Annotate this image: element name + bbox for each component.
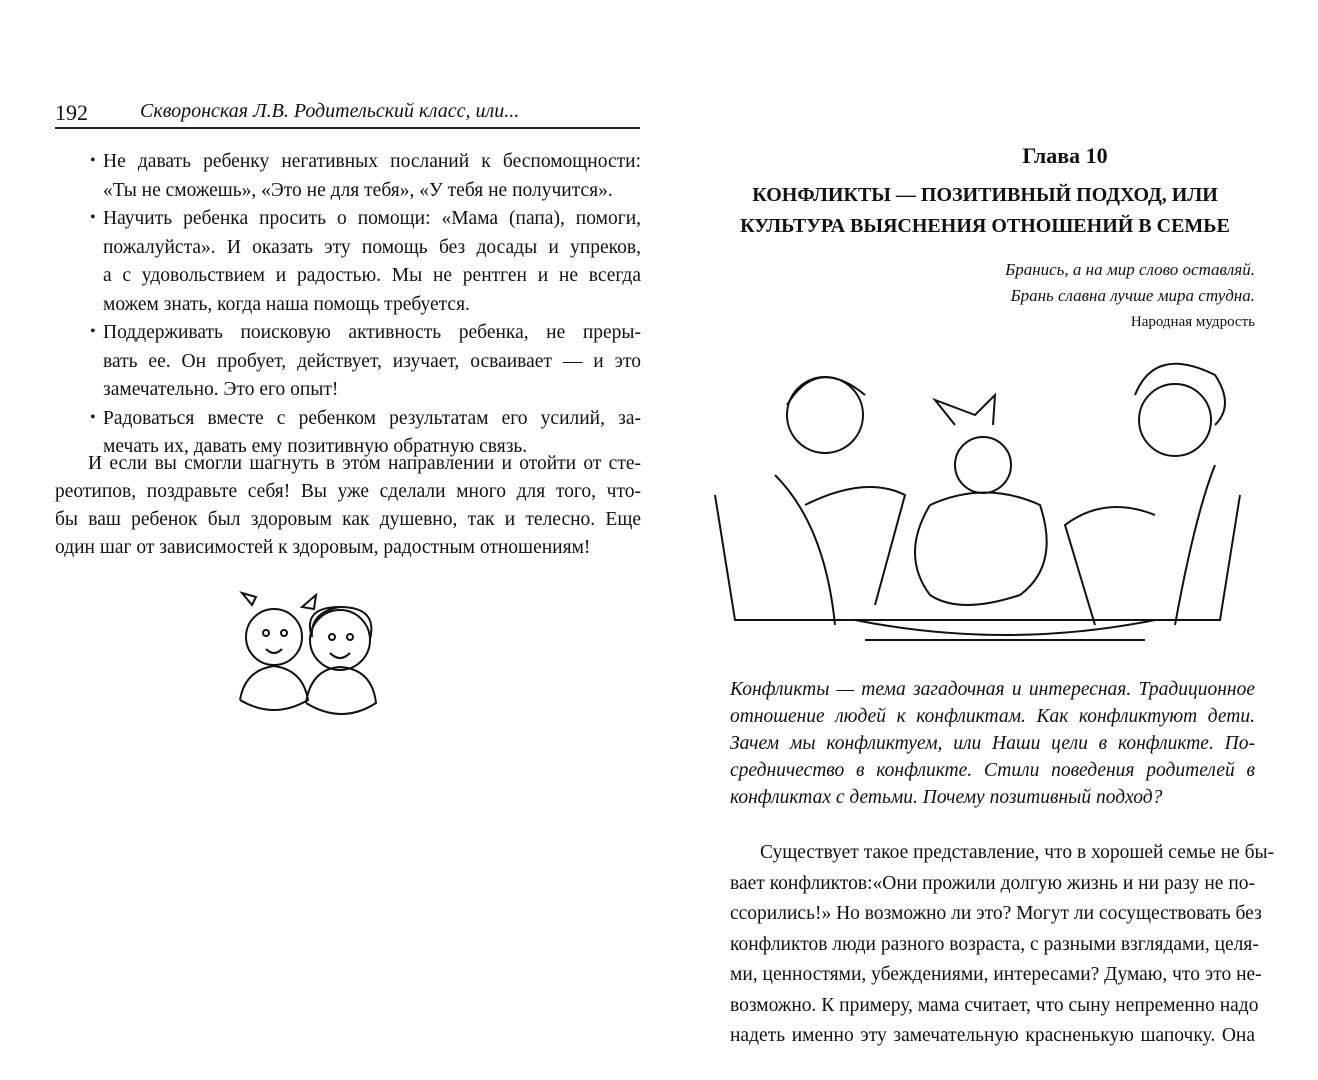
bullet-line: вать ее. Он пробует, действует, изучает, осваивает — и это xyxy=(103,350,641,372)
summary-line: отношение людей к конфликтам. Как конфликтуют дети. xyxy=(730,706,1255,727)
body-line: надеть именно эту замечательную красненькую шапочку. Она xyxy=(730,1025,1255,1046)
family-conflict-illustration xyxy=(705,355,1260,655)
body-line: ссорились!» Но возможно ли это? Могут ли сосуществовать без xyxy=(730,903,1262,924)
epigraph-line: Бранись, а на мир слово оставляй. xyxy=(1005,260,1255,279)
summary-line: Зачем мы конфликтуем, или Наши цели в конфликте. По- xyxy=(730,733,1255,754)
body-line: ми, ценностями, убеждениями, интересами? Думаю, что это не- xyxy=(730,964,1262,985)
bullet-icon: • xyxy=(90,408,96,426)
bullet-icon: • xyxy=(90,209,96,226)
header-rule xyxy=(55,127,640,129)
running-header: Скворонская Л.В. Родительский класс, или... xyxy=(140,100,520,122)
bullet-line: Научить ребенка просить о помощи: «Мама (папа), помоги, xyxy=(103,208,641,229)
bullet-line: мечать их, давать ему позитивную обратную связь. xyxy=(103,436,528,457)
bullet-line: можем знать, когда наша помощь требуется. xyxy=(103,293,470,315)
summary-line: Конфликты — тема загадочная и интересная. Традиционное xyxy=(730,679,1255,700)
paragraph-line: бы ваш ребенок был здоровым как душевно, так и телесно. Еще xyxy=(55,509,641,530)
bullet-icon: • xyxy=(90,323,96,340)
chapter-title-line: КУЛЬТУРА ВЫЯСНЕНИЯ ОТНОШЕНИЙ В СЕМЬЕ xyxy=(740,215,1230,237)
summary-line: средничество в конфликте. Стили поведения родителей в xyxy=(730,760,1255,781)
bullet-line: Не давать ребенку негативных посланий к беспомощности: xyxy=(103,151,641,172)
epigraph-source: Народная мудрость xyxy=(1130,314,1255,330)
chapter-title-line: КОНФЛИКТЫ — ПОЗИТИВНЫЙ ПОДХОД, ИЛИ xyxy=(752,184,1218,206)
paragraph-line: реотипов, поздравьте себя! Вы уже сделали много для того, что- xyxy=(55,481,641,502)
bullet-icon: • xyxy=(90,152,96,169)
bullet-line: замечательно. Это его опыт! xyxy=(103,379,339,400)
bullet-line: пожалуйста». И оказать эту помощь без досады и упреков, xyxy=(103,236,641,258)
bullet-line: Поддерживать поисковую активность ребенка, не преры- xyxy=(103,322,641,343)
body-line: Существует такое представление, что в хорошей семье не бы- xyxy=(760,842,1275,863)
body-line: возможно. К примеру, мама считает, что сыну непременно надо xyxy=(730,994,1259,1016)
paragraph-line: И если вы смогли шагнуть в этом направлении и отойти от сте- xyxy=(88,453,641,474)
body-line: вает конфликтов:«Они прожили долгую жизнь и ни разу не по- xyxy=(730,872,1255,894)
children-illustration xyxy=(232,585,392,735)
summary-line: конфликтах с детьми. Почему позитивный подход? xyxy=(730,787,1163,808)
chapter-label: Глава 10 xyxy=(1022,143,1108,168)
body-line: конфликтов люди разного возраста, с разными взглядами, целя- xyxy=(730,933,1259,955)
epigraph-line: Брань славна лучше мира студна. xyxy=(1010,286,1255,305)
bullet-line: «Ты не сможешь», «Это не для тебя», «У тебя не получится». xyxy=(103,179,613,201)
page-number: 192 xyxy=(55,100,88,125)
bullet-line: а с удовольствием и радостью. Мы не рентген и не всегда xyxy=(103,265,641,286)
paragraph-line: один шаг от зависимостей к здоровым, радостным отношениям! xyxy=(55,537,591,558)
bullet-line: Радоваться вместе с ребенком результатам его усилий, за- xyxy=(103,407,641,429)
